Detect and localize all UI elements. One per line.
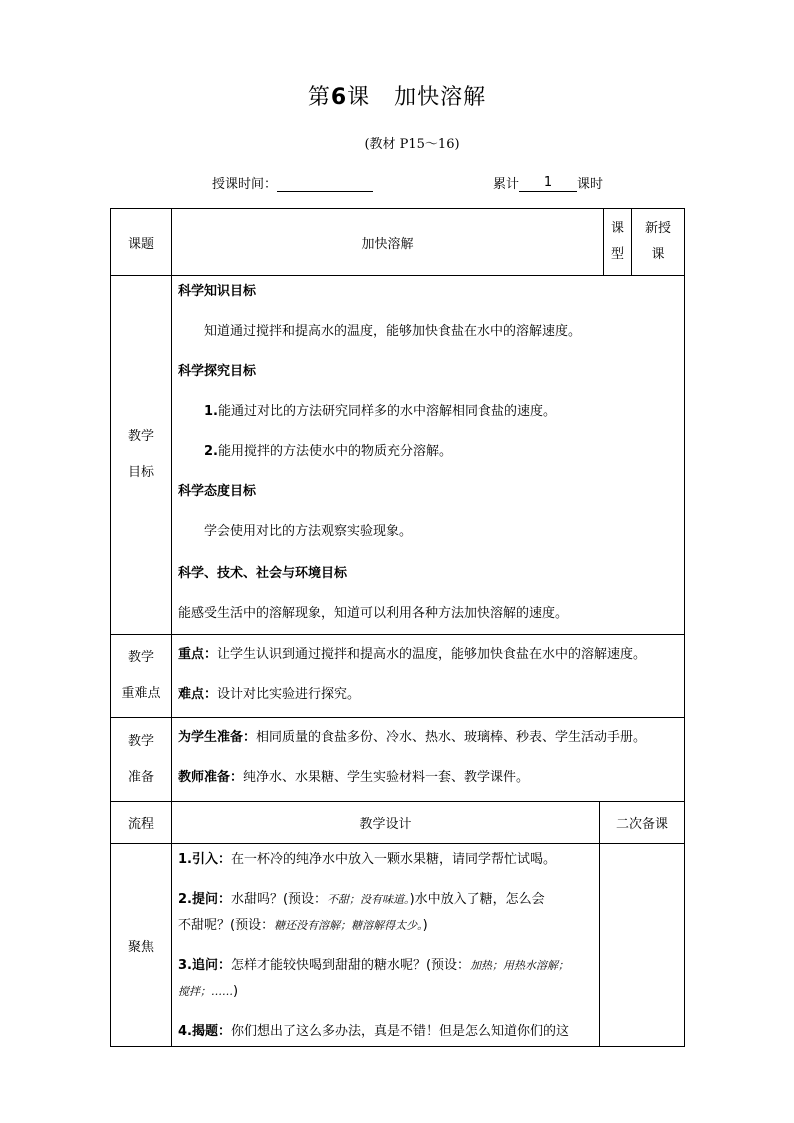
step-question-text-c: 不甜呢？(预设： (178, 918, 275, 933)
key-label-2: 重难点 (121, 686, 161, 701)
cumulative-label: 累计 (493, 177, 520, 192)
key-point-text: 让学生认识到通过搅拌和提高水的温度，能够加快食盐在水中的溶解速度。 (217, 647, 647, 662)
attitude-text: 学会使用对比的方法观察实验现象。 (204, 524, 413, 539)
topic-label: 课题 (127, 236, 154, 252)
inquiry-item-2-text: 能用搅拌的方法使水中的物质充分溶解。 (217, 444, 452, 459)
goals-content-cell (171, 275, 685, 635)
type-value-1: 新授 (644, 221, 671, 236)
step-question-text-d: ) (422, 918, 428, 933)
lesson-suffix: 课 (347, 85, 371, 110)
teacher-prep (178, 770, 678, 786)
type-value-cell (631, 208, 685, 276)
topic-label-cell (110, 208, 172, 276)
step-followup-line-2 (178, 984, 593, 1000)
step-question-text-b: )水中放入了糖，怎么会 (409, 892, 545, 907)
prep-label-2: 准备 (127, 769, 154, 785)
flow-header-cell (110, 801, 172, 844)
step-intro (178, 852, 593, 868)
step-question-text-a: 水甜吗？(预设： (230, 892, 328, 907)
topic-value: 加快溶解 (361, 236, 414, 252)
design-header-cell (171, 801, 600, 844)
step-question-line-2 (178, 918, 593, 934)
key-points-content-cell (171, 634, 685, 718)
stage-second-prep-cell[interactable] (599, 843, 685, 1047)
lesson-title (0, 80, 794, 111)
step-reveal-text: 你们想出了这么多办法，真是不错！但是怎么知道你们的这 (230, 1024, 569, 1039)
teacher-prep-text: 纯净水、水果糖、学生实验材料一套、教学课件。 (243, 770, 530, 785)
step-followup-label: 3.追问： (178, 958, 231, 973)
stage-label: 聚焦 (127, 939, 154, 955)
type-value-2: 课 (651, 247, 665, 262)
step-reveal-label: 4.揭题： (178, 1024, 231, 1039)
step-followup-text-b: ) (233, 984, 239, 999)
teaching-time-field[interactable] (277, 175, 373, 192)
design-header: 教学设计 (359, 817, 412, 832)
student-prep-text: 相同质量的食盐多份、冷水、热水、玻璃棒、秒表、学生活动手册。 (256, 730, 647, 745)
step-followup-line-1 (178, 958, 593, 974)
teaching-time (212, 173, 373, 192)
type-label-cell (603, 208, 632, 276)
student-prep-label: 为学生准备： (178, 730, 257, 745)
inquiry-item-2 (178, 444, 678, 460)
knowledge-heading: 科学知识目标 (178, 284, 257, 299)
step-question-label: 2.提问： (178, 892, 231, 907)
step-followup-preset-b: 搅拌；…… (178, 985, 233, 998)
prep-label-1: 教学 (127, 733, 154, 749)
teacher-prep-label: 教师准备： (178, 770, 244, 785)
difficult-point (178, 687, 678, 703)
cumulative-unit: 课时 (577, 177, 604, 192)
textbook-reference: (教材 P15～16) (364, 137, 460, 152)
prep-content-cell (171, 717, 685, 802)
flow-header: 流程 (127, 817, 154, 832)
inquiry-item-1 (178, 404, 678, 420)
step-followup-text-a: 怎样才能较快喝到甜甜的糖水呢？(预设： (230, 958, 471, 973)
type-label-1: 课 (610, 221, 624, 236)
key-point (178, 647, 678, 663)
inquiry-item-1-text: 能通过对比的方法研究同样多的水中溶解相同食盐的速度。 (217, 404, 556, 419)
type-label-2: 型 (610, 247, 624, 262)
stage-label-cell (110, 843, 172, 1047)
key-point-label: 重点： (178, 647, 218, 662)
lesson-prefix: 第 (307, 85, 331, 110)
key-label-1: 教学 (127, 650, 154, 665)
difficult-point-text: 设计对比实验进行探究。 (217, 687, 361, 702)
step-followup-preset-a: 加热；用热水溶解； (470, 959, 570, 972)
step-reveal (178, 1024, 593, 1040)
goals-label-2: 目标 (127, 465, 154, 480)
inquiry-item-1-num: 1. (204, 404, 218, 419)
inquiry-heading: 科学探究目标 (178, 364, 257, 379)
second-prep-header: 二次备课 (615, 817, 668, 832)
inquiry-item-2-num: 2. (204, 444, 218, 459)
second-prep-header-cell (599, 801, 685, 844)
goals-label-1: 教学 (127, 429, 154, 444)
prep-label-cell (110, 717, 172, 802)
sts-text: 能感受生活中的溶解现象，知道可以利用各种方法加快溶解的速度。 (178, 606, 569, 621)
attitude-heading: 科学态度目标 (178, 484, 257, 499)
step-question-preset-b: 糖还没有溶解；糖溶解得太少。 (274, 919, 423, 932)
teaching-time-label: 授课时间： (212, 177, 278, 192)
goals-label-cell (110, 275, 172, 635)
key-points-label-cell (110, 634, 172, 718)
step-question-preset-a: 不甜；没有味道。 (327, 893, 410, 906)
knowledge-text: 知道通过搅拌和提高水的温度，能够加快食盐在水中的溶解速度。 (204, 324, 582, 339)
topic-value-cell (171, 208, 604, 276)
student-prep (178, 730, 678, 746)
difficult-point-label: 难点： (178, 687, 218, 702)
cumulative-value[interactable]: 1 (519, 175, 577, 192)
step-intro-label: 1.引入： (178, 852, 231, 867)
step-question-line-1 (178, 892, 593, 908)
stage-design-cell (171, 843, 600, 1047)
step-intro-text: 在一杯冷的纯净水中放入一颗水果糖，请同学帮忙试喝。 (230, 852, 556, 867)
lesson-number: 6 (330, 85, 348, 110)
lesson-name: 加快溶解 (394, 85, 487, 110)
sts-heading: 科学、技术、社会与环境目标 (178, 566, 348, 581)
cumulative-hours (493, 173, 603, 192)
